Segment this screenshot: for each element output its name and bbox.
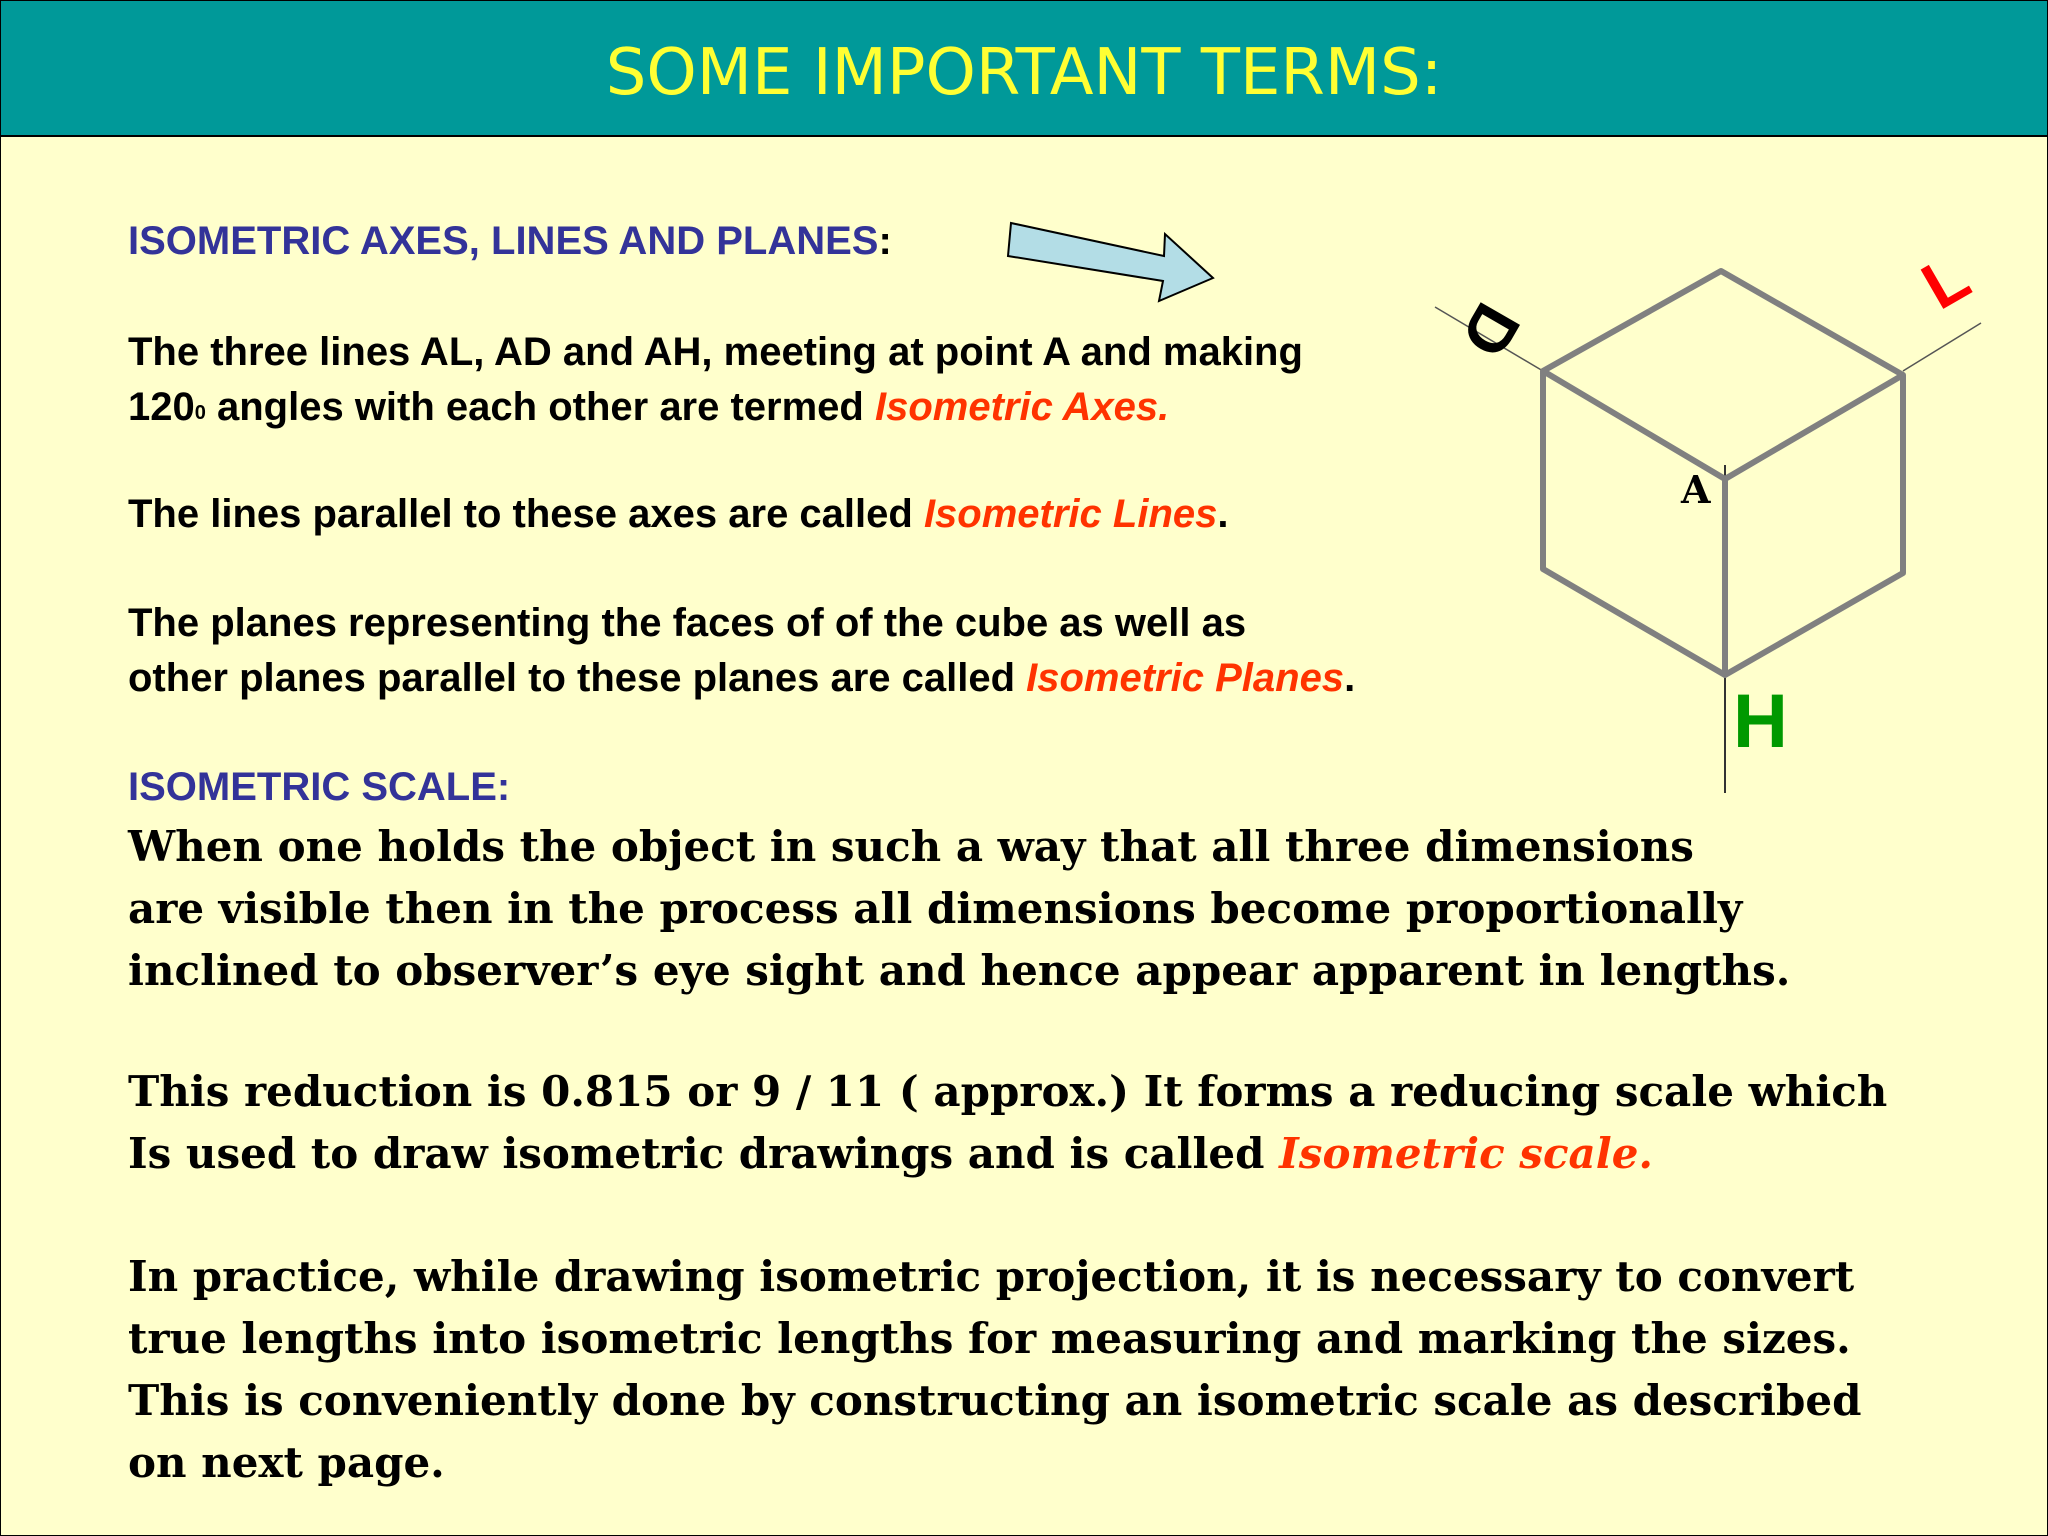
label-d: D (1446, 291, 1535, 370)
axes-paragraph (128, 325, 1303, 435)
scale-paragraph-3 (128, 1246, 1861, 1494)
axes-paragraph-text: angles with each other are termed (205, 385, 875, 429)
planes-paragraph-text: other planes parallel to these planes are called (128, 656, 1027, 700)
cube (1543, 271, 1903, 675)
scale-heading: ISOMETRIC SCALE: (128, 765, 511, 809)
lines-paragraph-line (128, 487, 1229, 542)
scale-paragraph-1-line-2: are visible then in the process all dimensions become proportionally (128, 884, 1743, 933)
right-arrow-icon (1008, 223, 1213, 301)
header-bar (1, 1, 2047, 137)
term-isometric-planes: Isometric Planes (1026, 656, 1345, 700)
scale-paragraph-2-line-2 (128, 1123, 1887, 1185)
angle-value: 120 (128, 385, 195, 429)
axes-heading (128, 217, 892, 265)
term-isometric-axes: Isometric Axes. (874, 385, 1170, 429)
axes-paragraph-line-1: The three lines AL, AD and AH, meeting at point A and making (128, 330, 1303, 374)
cube-inner-edges (1543, 371, 1903, 479)
scale-paragraph-3-line-2: true lengths into isometric lengths for measuring and marking the sizes. (128, 1314, 1851, 1363)
scale-paragraph-2-text: Is used to draw isometric drawings and is called (128, 1129, 1280, 1178)
label-h: H (1733, 679, 1788, 764)
label-a: A (1681, 467, 1711, 512)
planes-paragraph (128, 596, 1355, 706)
lines-paragraph-text: The lines parallel to these axes are called (128, 492, 924, 536)
lines-paragraph (128, 487, 1229, 542)
scale-paragraph-3-line-1: In practice, while drawing isometric projection, it is necessary to convert (128, 1252, 1855, 1301)
axis-line-l (1903, 323, 1981, 371)
page-title: SOME IMPORTANT TERMS: (605, 36, 1443, 110)
term-isometric-scale: Isometric scale. (1279, 1129, 1654, 1178)
planes-paragraph-period: . (1344, 656, 1356, 700)
scale-paragraph-1-line-1: When one holds the object in such a way that all three dimensions (128, 822, 1694, 871)
label-l: L (1909, 238, 1982, 324)
scale-paragraph-3-line-3: This is conveniently done by constructing an isometric scale as described (128, 1376, 1862, 1425)
axes-heading-text: ISOMETRIC AXES, LINES AND PLANES (128, 219, 879, 263)
scale-paragraph-1-line-3: inclined to observer’s eye sight and hence appear apparent in lengths. (128, 946, 1791, 995)
scale-paragraph-1 (128, 816, 1790, 1002)
term-isometric-lines: Isometric Lines (923, 492, 1218, 536)
scale-paragraph-3-line-4: on next page. (128, 1438, 445, 1487)
degree-superscript: 0 (194, 402, 206, 424)
lines-paragraph-period: . (1217, 492, 1229, 536)
planes-paragraph-line-2 (128, 651, 1355, 706)
planes-paragraph-line-1: The planes representing the faces of of the cube as well as (128, 601, 1247, 645)
scale-paragraph-2-line-1: This reduction is 0.815 or 9 / 11 ( approx.) It forms a reducing scale which (128, 1067, 1888, 1116)
axes-heading-colon: : (878, 219, 892, 263)
axes-paragraph-line-2 (128, 380, 1303, 435)
scale-paragraph-2 (128, 1061, 1887, 1185)
